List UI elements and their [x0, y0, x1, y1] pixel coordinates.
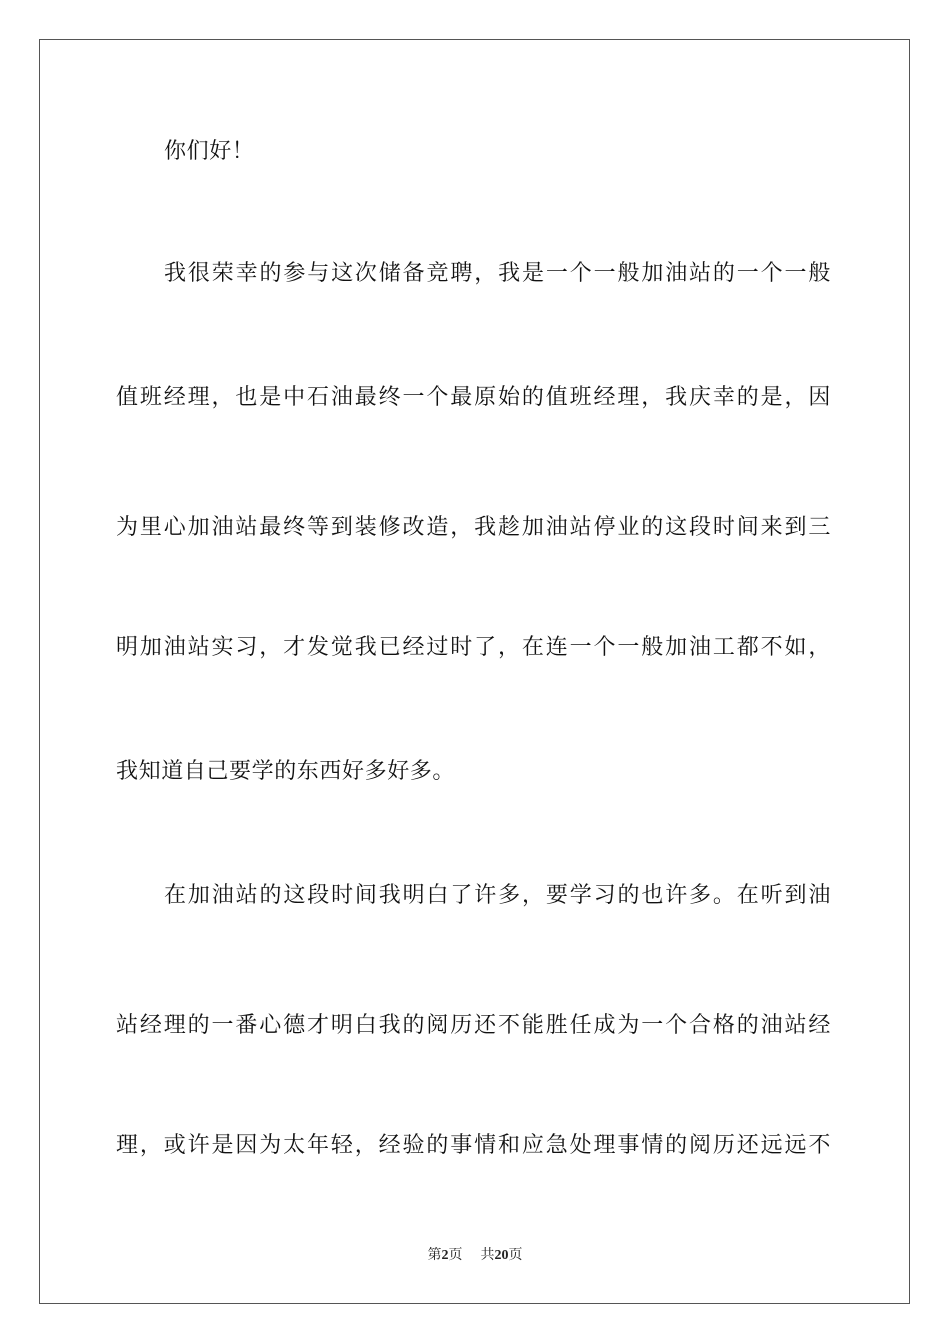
paragraph-line: 值班经理，也是中石油最终一个最原始的值班经理，我庆幸的是，因 — [116, 385, 831, 410]
paragraph-line-greeting: 你们好！ — [164, 139, 255, 164]
paragraph-line: 明加油站实习，才发觉我已经过时了，在连一个一般加油工都不如， — [116, 635, 831, 660]
paragraph-line: 在加油站的这段时间我明白了许多，要学习的也许多。在听到油 — [164, 883, 831, 908]
page-label-prefix: 第 — [427, 1247, 442, 1263]
page-footer — [0, 1246, 950, 1265]
page-current-number: 2 — [441, 1248, 449, 1263]
page-border — [39, 39, 910, 1304]
paragraph-line: 理，或许是因为太年轻，经验的事情和应急处理事情的阅历还远远不 — [116, 1133, 831, 1158]
paragraph-line: 我知道自己要学的东西好多好多。 — [116, 759, 456, 784]
total-label-suffix: 页 — [508, 1247, 523, 1263]
page-label-suffix: 页 — [448, 1247, 463, 1263]
paragraph-line: 站经理的一番心德才明白我的阅历还不能胜任成为一个合格的油站经 — [116, 1013, 831, 1038]
paragraph-line: 我很荣幸的参与这次储备竞聘，我是一个一般加油站的一个一般 — [164, 261, 831, 286]
paragraph-line: 为里心加油站最终等到装修改造，我趁加油站停业的这段时间来到三 — [116, 515, 831, 540]
total-label-prefix: 共 — [480, 1247, 495, 1263]
page-total-number: 20 — [494, 1248, 509, 1263]
